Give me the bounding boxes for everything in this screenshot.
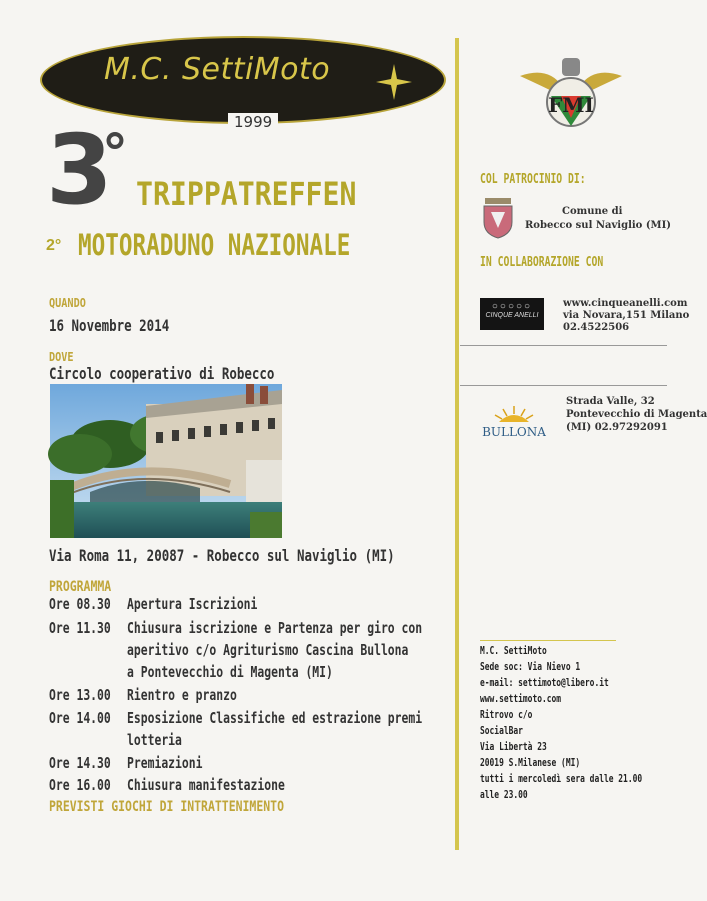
venue-photo (50, 384, 282, 538)
comune-line2: Robecco sul Naviglio (MI) (525, 220, 672, 231)
program-activity: Chiusura manifestazione (127, 776, 285, 794)
rings-icon: ○○○○○ (491, 301, 533, 312)
cinque-logo-text: CINQUE ANELLI (485, 312, 539, 319)
contact-line: Via Libertà 23 (480, 740, 547, 753)
program-activity: lotteria (127, 731, 182, 749)
program-time: Ore 16.00 (49, 776, 111, 794)
event-title: TRIPPATREFFEN (136, 175, 357, 213)
club-name: M.C. SettiMoto (104, 52, 331, 87)
comune-crest-icon (481, 198, 515, 238)
bullona-logo-text: BULLONA (482, 425, 546, 439)
contact-line: Sede soc: Via Nievo 1 (480, 660, 581, 673)
where-address: Via Roma 11, 20087 - Robecco sul Naviglio (MI) (49, 546, 395, 565)
contact-separator (480, 640, 616, 641)
fmi-logo (518, 56, 624, 136)
cinque-phone: 02.4522506 (563, 322, 630, 333)
program-time: Ore 14.30 (49, 754, 111, 772)
club-year: 1999 (228, 113, 278, 131)
bullona-address1: Strada Valle, 32 (566, 396, 655, 407)
program-activity: aperitivo c/o Agriturismo Cascina Bullona (127, 641, 409, 659)
bullona-phone: (MI) 02.97292091 (566, 422, 668, 433)
event-subtitle: MOTORADUNO NAZIONALE (78, 228, 351, 262)
program-time: Ore 11.30 (49, 619, 111, 637)
cinque-web: www.cinqueanelli.com (563, 298, 688, 309)
fmi-letters: FMI (548, 93, 594, 117)
contact-line: SocialBar (480, 724, 523, 737)
star-icon (376, 64, 412, 100)
cinque-anelli-logo (480, 298, 544, 330)
bullona-logo (481, 404, 547, 440)
program-activity: Apertura Iscrizioni (127, 595, 258, 613)
sub-number: 2° (46, 237, 62, 254)
program-activity: Chiusura iscrizione e Partenza per giro con (127, 619, 423, 637)
contact-block (480, 643, 642, 803)
program-label: PROGRAMMA (49, 579, 112, 595)
where-value: Circolo cooperativo di Robecco (49, 364, 275, 383)
contact-line: M.C. SettiMoto (480, 644, 547, 657)
contact-line: Ritrovo c/o (480, 708, 533, 721)
bullona-address2: Pontevecchio di Magenta (566, 409, 707, 420)
program-activity: Esposizione Classifiche ed estrazione premi (127, 709, 423, 727)
separator (460, 385, 667, 386)
cinque-address: via Novara,151 Milano (563, 310, 690, 321)
contact-line: tutti i mercoledì sera dalle 21.00 (480, 772, 643, 785)
program-time: Ore 13.00 (49, 686, 111, 704)
program-activity: Rientro e pranzo (127, 686, 237, 704)
separator (460, 345, 667, 346)
program-activity: Premiazioni (127, 754, 203, 772)
program-time: Ore 08.30 (49, 595, 111, 613)
patrocinio-label: COL PATROCINIO DI: (480, 172, 586, 187)
program-time: Ore 14.00 (49, 709, 111, 727)
edition-degree: ° (102, 124, 128, 184)
contact-line: alle 23.00 (480, 788, 528, 801)
contact-website: www.settimoto.com (480, 692, 562, 705)
program-footer: PREVISTI GIOCHI DI INTRATTENIMENTO (49, 799, 284, 815)
when-value: 16 Novembre 2014 (49, 316, 170, 335)
edition-number: 3 (46, 114, 110, 226)
contact-line: 20019 S.Milanese (MI) (480, 756, 581, 769)
contact-email: e-mail: settimoto@libero.it (480, 676, 609, 689)
column-divider (455, 38, 459, 850)
when-label: QUANDO (49, 296, 86, 310)
where-label: DOVE (49, 350, 74, 364)
comune-line1: Comune di (562, 206, 623, 217)
program-activity: a Pontevecchio di Magenta (MI) (127, 663, 333, 681)
collab-label: IN COLLABORAZIONE CON (480, 255, 604, 270)
